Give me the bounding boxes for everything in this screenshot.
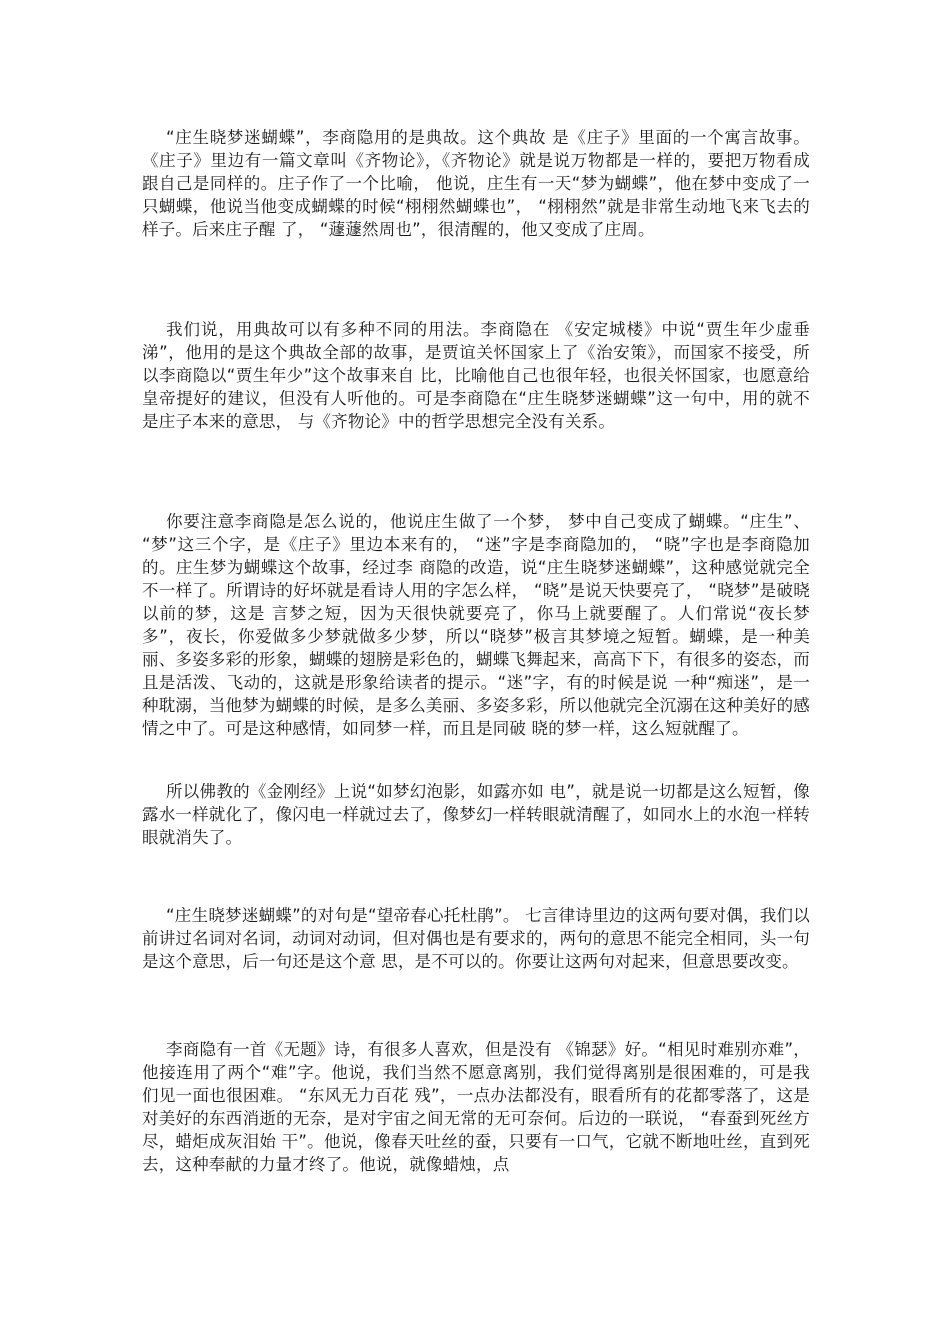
paragraph-wuti-poem: 李商隐有一首《无题》诗，有很多人喜欢，但是没有 《锦瑟》好。“相见时难别亦难”，他接连用了两个“难”字。他说，我们当然不愿意离别，我们觉得离别是很困难的，可是我们见一面也很困难。 “东风无力百花 残”，一点办法都没有，眼看所有的花都零落了，这是对美好的东西消逝的无奈，是对宇宙之间无常的无可奈何。后边的一联说， “春蚕到死丝方尽，蜡炬成灰泪始 干”。他说，像春天吐丝的蚕，只要有一口气，它就不断地吐丝，直到死去，这种奉献的力量才终了。他说，就像蜡烛，点: [142, 1040, 810, 1174]
paragraph-zhuangzi-allusion: “庄生晓梦迷蝴蝶”，李商隐用的是典故。这个典故 是《庄子》里面的一个寓言故事。《庄子》里边有一篇文章叫《齐物论》，《齐物论》就是说万物都是一样的，要把万物看成跟自己是同样的。庄子作了一个比喻， 他说，庄生有一天“梦为蝴蝶”，他在梦中变成了一只蝴蝶，他说当他变成蝴蝶的时候“栩栩然蝴蝶也”， “栩栩然”就是非常生动地飞来飞去的样子。后来庄子醒 了， “蘧蘧然周也”，很清醒的，他又变成了庄周。: [142, 128, 810, 239]
paragraph-allusion-usage: 我们说，用典故可以有多种不同的用法。李商隐在 《安定城楼》中说“贾生年少虚垂涕”，他用的是这个典故全部的故事，是贾谊关怀国家上了《治安策》，而国家不接受，所以李商隐以“贾生年少”这个故事来自 比，比喻他自己也很年轻，也很关怀国家，也愿意给皇帝提好的建议，但没有人听他的。可是李商隐在“庄生晓梦迷蝴蝶”这一句中，用的就不是庄子本来的意思， 与《齐物论》中的哲学思想完全没有关系。: [142, 320, 810, 431]
paragraph-diamond-sutra: 所以佛教的《金刚经》上说“如梦幻泡影，如露亦如 电”，就是说一切都是这么短暂，像露水一样就化了，像闪电一样就过去了，像梦幻一样转眼就清醒了，如同水上的水泡一样转眼就消失了。: [142, 782, 810, 847]
paragraph-word-choice: 你要注意李商隐是怎么说的，他说庄生做了一个梦， 梦中自己变成了蝴蝶。“庄生”、 “梦”这三个字，是《庄子》里边本来有的， “迷”字是李商隐加的， “晓”字也是李商隐加的。庄生梦为蝴蝶这个故事，经过李 商隐的改造，说“庄生晓梦迷蝴蝶”，这种感觉就完全不一样了。所谓诗的好坏就是看诗人用的字怎么样， “晓”是说天快要亮了， “晓梦”是破晓以前的梦，这是 言梦之短，因为天很快就要亮了，你马上就要醒了。人们常说“夜长梦多”，夜长，你爱做多少梦就做多少梦，所以“晓梦”极言其梦境之短暂。蝴蝶，是一种美 丽、多姿多彩的形象，蝴蝶的翅膀是彩色的，蝴蝶飞舞起来，高高下下，有很多的姿态，而且是活泼、飞动的，这就是形象给读者的提示。“迷”字，有的时候是说 一种“痴迷”，是一种耽溺，当他梦为蝴蝶的时候，是多么美丽、多姿多彩，所以他就完全沉溺在这种美好的感情之中了。可是这种感情，如同梦一样，而且是同破 晓的梦一样，这么短就醒了。: [142, 512, 810, 738]
paragraph-parallel-couplet: “庄生晓梦迷蝴蝶”的对句是“望帝春心托杜鹃”。 七言律诗里边的这两句要对偶，我们以前讲过名词对名词，动词对动词，但对偶也是有要求的，两句的意思不能完全相同，头一句是这个意思，后一句还是这个意 思，是不可以的。你要让这两句对起来，但意思要改变。: [142, 906, 810, 971]
